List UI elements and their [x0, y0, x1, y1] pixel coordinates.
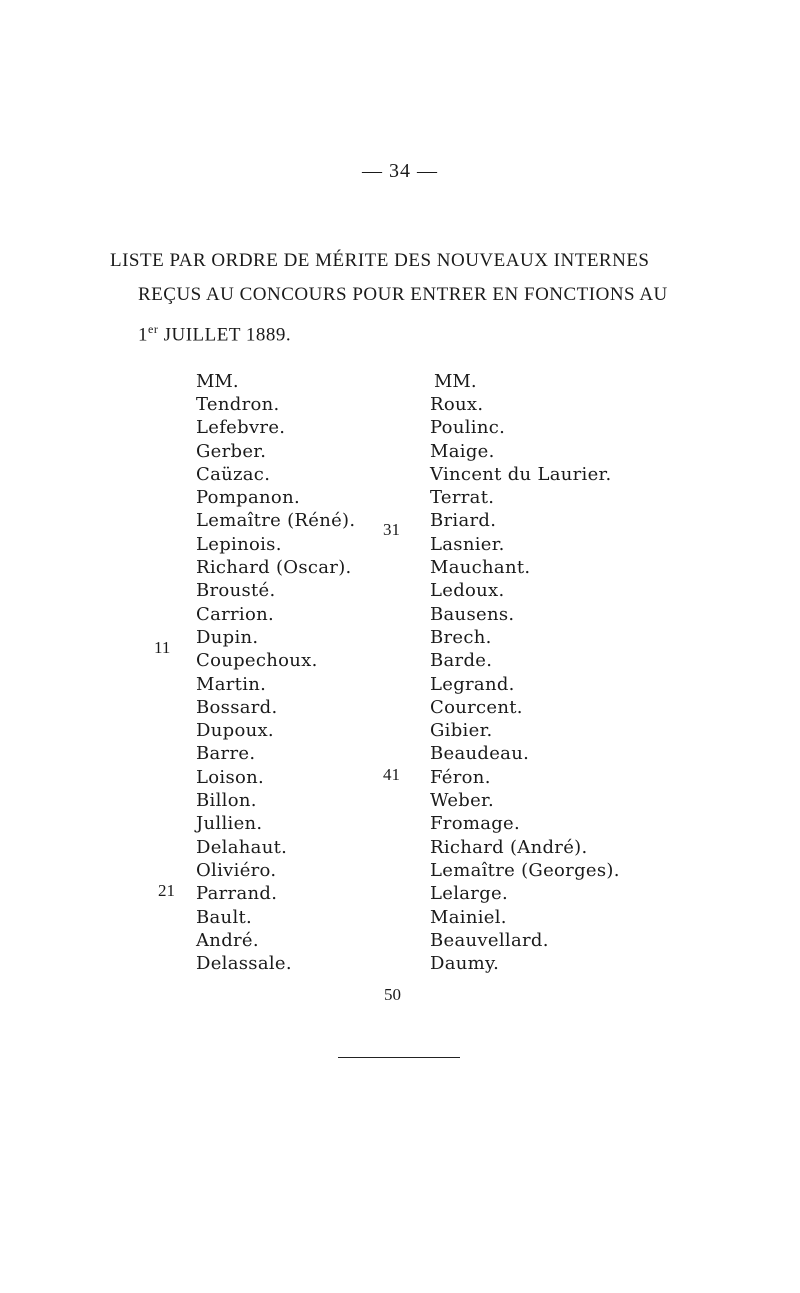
list-item: Briard. [430, 510, 497, 532]
title-date-day: 1 [138, 324, 148, 346]
list-item: Pompanon. [196, 487, 300, 509]
rank-marker-41: 41 [383, 765, 400, 784]
title-line-2: REÇUS AU CONCOURS POUR ENTRER EN FONCTIONS AU [138, 284, 668, 305]
title-date-sup: er [148, 322, 159, 336]
right-column-header: MM. [434, 371, 477, 392]
list-item: André. [196, 929, 259, 951]
list-item: Lefebvre. [196, 417, 286, 439]
list-item: Parrand. [196, 883, 278, 905]
list-item: Gibier. [430, 720, 493, 742]
list-item: Delahaut. [196, 836, 288, 858]
list-item: Richard (André). [430, 836, 588, 858]
rank-marker-21: 21 [158, 881, 175, 900]
left-column-header: MM. [196, 371, 239, 392]
list-item: Carrion. [196, 603, 275, 625]
list-item: Ledoux. [430, 580, 505, 602]
list-item: Lemaître (Georges). [430, 859, 620, 881]
closing-rule [338, 1057, 460, 1058]
title-line-3 [110, 312, 710, 352]
list-item: Barre. [196, 743, 256, 765]
list-item: Barde. [430, 650, 493, 672]
list-item: Loison. [196, 766, 265, 788]
list-item: Maige. [430, 440, 495, 462]
list-item: Dupoux. [196, 720, 274, 742]
right-name-column [430, 370, 620, 975]
list-item: Lelarge. [430, 883, 508, 905]
list-item: Poulinc. [430, 417, 506, 439]
list-item: Lepinois. [196, 533, 282, 555]
list-item: Brousté. [196, 580, 276, 602]
list-item: Courcent. [430, 696, 523, 718]
list-item: Tendron. [196, 394, 280, 415]
list-item: Jullien. [196, 813, 263, 835]
list-item: Lasnier. [430, 533, 505, 555]
rank-marker-11: 11 [154, 638, 171, 657]
title-line-1: LISTE PAR ORDRE DE MÉRITE DES NOUVEAUX INTERNES [110, 250, 650, 271]
list-title [110, 244, 710, 352]
page-number: — 34 — [362, 160, 438, 182]
list-item: Caüzac. [196, 463, 271, 485]
list-item: Daumy. [430, 953, 500, 975]
list-item: Oliviéro. [196, 859, 277, 881]
list-item: Coupechoux. [196, 650, 318, 672]
list-item: Legrand. [430, 673, 515, 695]
list-item: Bausens. [430, 603, 515, 625]
left-name-list [196, 393, 355, 975]
title-date-rest: JUILLET 1889. [158, 324, 292, 346]
list-item: Mauchant. [430, 557, 531, 579]
list-item: Roux. [430, 394, 484, 415]
list-item: Bault. [196, 906, 253, 928]
list-item: Féron. [430, 766, 491, 788]
list-item: Richard (Oscar). [196, 557, 352, 579]
list-item: Fromage. [430, 813, 521, 835]
left-name-column [196, 370, 355, 975]
rank-marker-31: 31 [383, 520, 400, 539]
list-item: Lemaître (Réné). [196, 510, 356, 532]
list-item: Dupin. [196, 626, 259, 648]
list-item: Gerber. [196, 440, 267, 462]
rank-marker-50: 50 [384, 985, 401, 1004]
list-item: Billon. [196, 790, 257, 812]
list-item: Terrat. [430, 487, 495, 509]
list-item: Beauvellard. [430, 929, 549, 951]
list-item: Beaudeau. [430, 743, 530, 765]
list-item: Weber. [430, 790, 495, 812]
list-item: Delassale. [196, 953, 292, 975]
right-name-list [430, 393, 620, 975]
list-item: Vincent du Laurier. [430, 463, 612, 485]
list-item: Martin. [196, 673, 267, 695]
list-item: Brech. [430, 626, 492, 648]
list-item: Mainiel. [430, 906, 507, 928]
list-item: Bossard. [196, 696, 278, 718]
